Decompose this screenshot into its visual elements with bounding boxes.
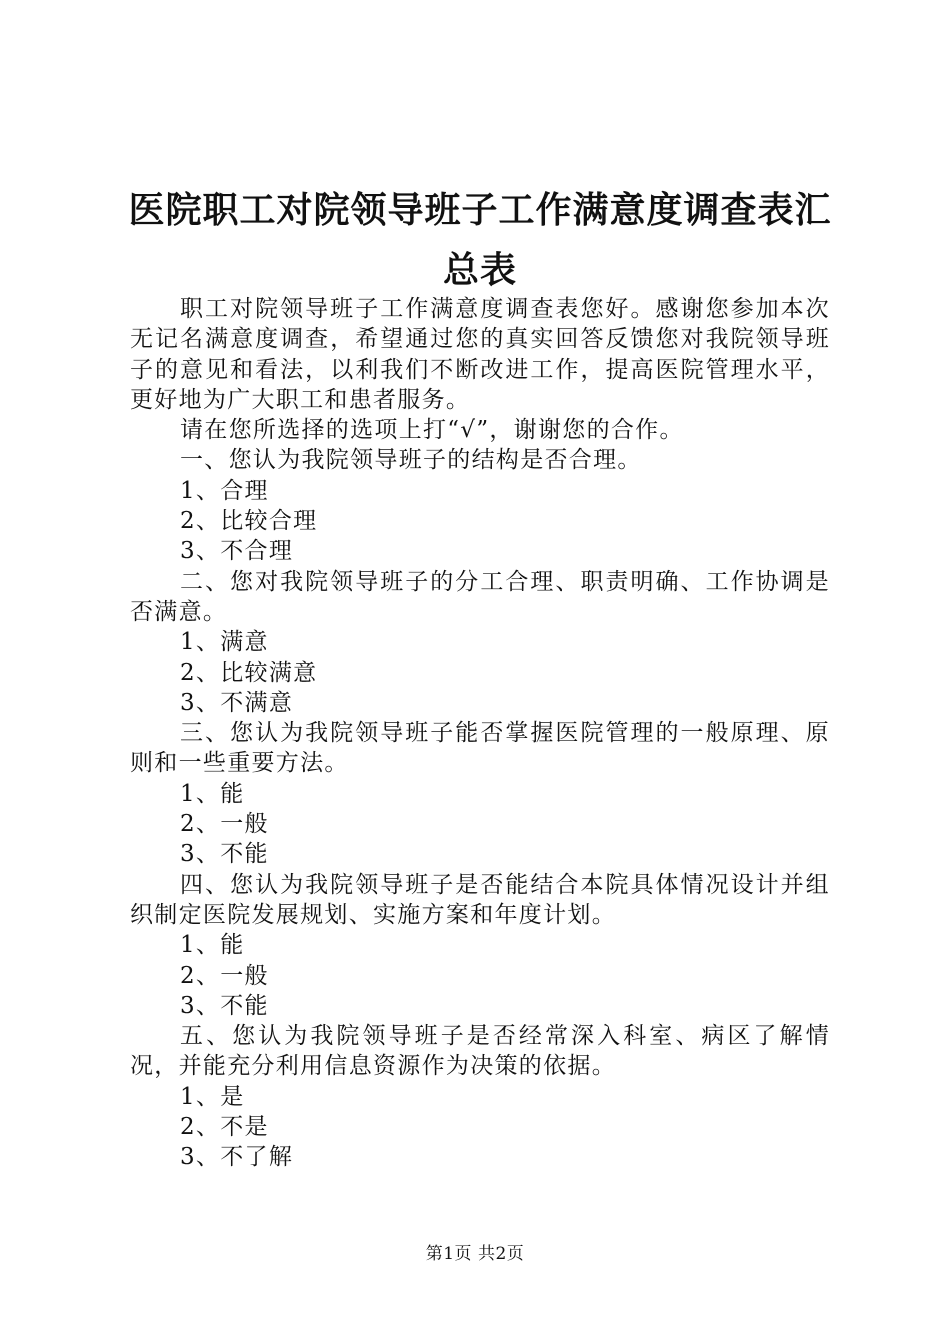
question-3: 三、您认为我院领导班子能否掌握医院管理的一般原理、原则和一些重要方法。 [130, 720, 830, 777]
instruction-paragraph: 请在您所选择的选项上打“√”，谢谢您的合作。 [180, 417, 684, 444]
question-1-option-3: 3、不合理 [180, 538, 294, 565]
question-2-option-2: 2、比较满意 [180, 659, 318, 686]
question-2-option-1: 1、满意 [180, 629, 269, 656]
question-5: 五、您认为我院领导班子是否经常深入科室、病区了解情况，并能充分利用信息资源作为决策的依据。 [130, 1023, 830, 1080]
question-4-option-1: 1、能 [180, 932, 245, 959]
question-5-option-3: 3、不了解 [180, 1144, 294, 1171]
question-1-option-2: 2、比较合理 [180, 508, 318, 535]
question-5-option-2: 2、不是 [180, 1114, 269, 1141]
question-4: 四、您认为我院领导班子是否能结合本院具体情况设计并组织制定医院发展规划、实施方案和年度计划。 [130, 871, 830, 928]
document-title: 医院职工对院领导班子工作满意度调查表汇总表 [128, 189, 832, 291]
question-2-option-3: 3、不满意 [180, 689, 294, 716]
page-number-footer: 第1页 共2页 [425, 1244, 525, 1264]
question-4-option-3: 3、不能 [180, 992, 269, 1019]
question-3-option-2: 2、一般 [180, 811, 269, 838]
question-1-option-1: 1、合理 [180, 477, 269, 504]
intro-paragraph: 职工对院领导班子工作满意度调查表您好。感谢您参加本次无记名满意度调查，希望通过您的真实回答反馈您对我院领导班子的意见和看法，以利我们不断改进工作，提高医院管理水平，更好地为广大职工和患者服务。 [130, 296, 830, 413]
question-5-option-1: 1、是 [180, 1083, 245, 1110]
question-2: 二、您对我院领导班子的分工合理、职责明确、工作协调是否满意。 [130, 568, 830, 625]
question-3-option-1: 1、能 [180, 780, 245, 807]
question-1: 一、您认为我院领导班子的结构是否合理。 [180, 447, 642, 474]
question-3-option-3: 3、不能 [180, 841, 269, 868]
question-4-option-2: 2、一般 [180, 962, 269, 989]
document-body [130, 294, 830, 1173]
